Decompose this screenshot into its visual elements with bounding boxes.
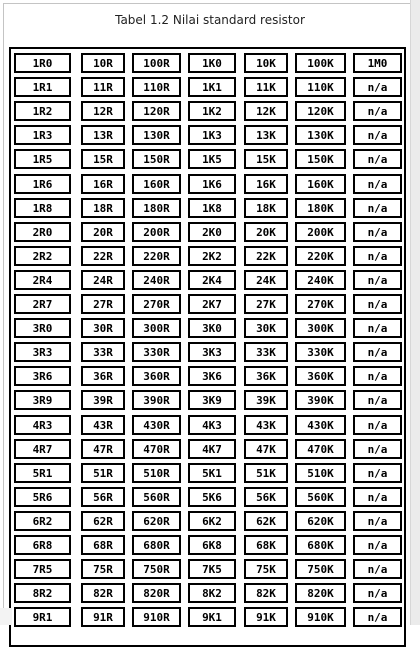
table-cell: 200K [295, 222, 346, 242]
table-cell: 33R [81, 342, 125, 362]
table-cell: 18K [244, 198, 288, 218]
table-cell: 16R [81, 174, 125, 194]
table-cell: 18R [81, 198, 125, 218]
table-cell: n/a [353, 125, 402, 145]
table-cell: 4K3 [188, 415, 236, 435]
table-cell: 1K3 [188, 125, 236, 145]
table-cell: 1R3 [14, 125, 71, 145]
table-cell: 11R [81, 77, 125, 97]
table-cell: 47R [81, 439, 125, 459]
table-cell: 1K5 [188, 149, 236, 169]
table-cell: 270K [295, 294, 346, 314]
table-cell: 7K5 [188, 559, 236, 579]
table-cell: 3K3 [188, 342, 236, 362]
table-cell: n/a [353, 607, 402, 627]
table-cell: n/a [353, 390, 402, 410]
table-cell: 220R [132, 246, 181, 266]
table-cell: n/a [353, 559, 402, 579]
table-cell: n/a [353, 198, 402, 218]
table-cell: n/a [353, 149, 402, 169]
table-cell: 100R [132, 53, 181, 73]
table-cell: 5K6 [188, 487, 236, 507]
table-cell: n/a [353, 101, 402, 121]
table-cell: 6K2 [188, 511, 236, 531]
table-cell: 750K [295, 559, 346, 579]
table-cell: 33K [244, 342, 288, 362]
table-cell: 160R [132, 174, 181, 194]
table-cell: 1K8 [188, 198, 236, 218]
table-cell: 20K [244, 222, 288, 242]
table-cell: n/a [353, 246, 402, 266]
table-cell: n/a [353, 174, 402, 194]
table-cell: 160K [295, 174, 346, 194]
table-cell: 8R2 [14, 583, 71, 603]
table-cell: 510K [295, 463, 346, 483]
table-cell: 47K [244, 439, 288, 459]
table-cell: 15K [244, 149, 288, 169]
table-cell: 120R [132, 101, 181, 121]
table-cell: 1R6 [14, 174, 71, 194]
table-cell: 750R [132, 559, 181, 579]
table-cell: n/a [353, 342, 402, 362]
resistor-table [9, 47, 406, 647]
table-cell: 4R7 [14, 439, 71, 459]
table-cell: 3K6 [188, 366, 236, 386]
table-cell: 100K [295, 53, 346, 73]
table-cell: 51K [244, 463, 288, 483]
table-cell: 150R [132, 149, 181, 169]
table-cell: 91K [244, 607, 288, 627]
table-cell: 24R [81, 270, 125, 290]
table-cell: 5R6 [14, 487, 71, 507]
table-cell: 1K0 [188, 53, 236, 73]
table-cell: 56R [81, 487, 125, 507]
table-cell: 82K [244, 583, 288, 603]
table-cell: 430K [295, 415, 346, 435]
table-cell: 820K [295, 583, 346, 603]
table-cell: 680R [132, 535, 181, 555]
table-cell: 91R [81, 607, 125, 627]
table-cell: 10R [81, 53, 125, 73]
table-title: Tabel 1.2 Nilai standard resistor [115, 13, 305, 27]
table-cell: n/a [353, 222, 402, 242]
table-cell: 1K2 [188, 101, 236, 121]
table-cell: 3K9 [188, 390, 236, 410]
table-cell: 9K1 [188, 607, 236, 627]
table-cell: 4K7 [188, 439, 236, 459]
table-cell: 3R3 [14, 342, 71, 362]
table-cell: 5K1 [188, 463, 236, 483]
table-cell: 27R [81, 294, 125, 314]
table-cell: 360K [295, 366, 346, 386]
table-cell: 560R [132, 487, 181, 507]
table-cell: 2R2 [14, 246, 71, 266]
table-cell: 22R [81, 246, 125, 266]
table-cell: 56K [244, 487, 288, 507]
table-cell: 330R [132, 342, 181, 362]
table-cell: 2R7 [14, 294, 71, 314]
table-cell: 430R [132, 415, 181, 435]
table-cell: 2R4 [14, 270, 71, 290]
table-cell: 39K [244, 390, 288, 410]
table-cell: 30R [81, 318, 125, 338]
table-cell: 470K [295, 439, 346, 459]
table-cell: 4R3 [14, 415, 71, 435]
table-cell: 9R1 [14, 607, 71, 627]
table-cell: n/a [353, 487, 402, 507]
table-cell: 12K [244, 101, 288, 121]
table-cell: 30K [244, 318, 288, 338]
table-cell: 1R1 [14, 77, 71, 97]
table-cell: 36R [81, 366, 125, 386]
table-cell: 330K [295, 342, 346, 362]
table-cell: 5R1 [14, 463, 71, 483]
table-cell: 220K [295, 246, 346, 266]
table-cell: n/a [353, 463, 402, 483]
table-cell: 75R [81, 559, 125, 579]
table-cell: 68R [81, 535, 125, 555]
table-cell: 130K [295, 125, 346, 145]
table-cell: 6R2 [14, 511, 71, 531]
table-cell: 24K [244, 270, 288, 290]
table-cell: n/a [353, 318, 402, 338]
table-cell: 2R0 [14, 222, 71, 242]
table-cell: 300K [295, 318, 346, 338]
table-cell: n/a [353, 439, 402, 459]
table-cell: 43K [244, 415, 288, 435]
table-cell: 16K [244, 174, 288, 194]
table-cell: 910K [295, 607, 346, 627]
table-cell: 6R8 [14, 535, 71, 555]
table-cell: 620R [132, 511, 181, 531]
table-cell: 2K2 [188, 246, 236, 266]
table-cell: 1R5 [14, 149, 71, 169]
table-cell: n/a [353, 583, 402, 603]
table-cell: 20R [81, 222, 125, 242]
table-cell: 300R [132, 318, 181, 338]
table-cell: 75K [244, 559, 288, 579]
table-cell: 1M0 [353, 53, 402, 73]
table-cell: 1R8 [14, 198, 71, 218]
table-cell: n/a [353, 270, 402, 290]
table-cell: 2K0 [188, 222, 236, 242]
table-cell: 2K7 [188, 294, 236, 314]
table-cell: 820R [132, 583, 181, 603]
table-cell: 470R [132, 439, 181, 459]
table-cell: 43R [81, 415, 125, 435]
table-cell: 620K [295, 511, 346, 531]
table-cell: 1K1 [188, 77, 236, 97]
table-cell: 560K [295, 487, 346, 507]
vertical-scrollbar[interactable] [410, 0, 420, 625]
table-cell: 3K0 [188, 318, 236, 338]
table-cell: 51R [81, 463, 125, 483]
table-cell: 22K [244, 246, 288, 266]
table-cell: 12R [81, 101, 125, 121]
table-cell: 180K [295, 198, 346, 218]
table-cell: 270R [132, 294, 181, 314]
table-cell: 1K6 [188, 174, 236, 194]
table-cell: 8K2 [188, 583, 236, 603]
table-cell: 10K [244, 53, 288, 73]
table-cell: 68K [244, 535, 288, 555]
table-cell: n/a [353, 77, 402, 97]
table-cell: 11K [244, 77, 288, 97]
table-cell: 3R6 [14, 366, 71, 386]
table-cell: 62R [81, 511, 125, 531]
table-cell: 200R [132, 222, 181, 242]
table-cell: 2K4 [188, 270, 236, 290]
table-cell: 510R [132, 463, 181, 483]
table-cell: 120K [295, 101, 346, 121]
table-cell: 390R [132, 390, 181, 410]
table-cell: 110R [132, 77, 181, 97]
table-cell: 1R2 [14, 101, 71, 121]
table-cell: 240R [132, 270, 181, 290]
table-cell: 3R0 [14, 318, 71, 338]
table-cell: 82R [81, 583, 125, 603]
table-cell: n/a [353, 511, 402, 531]
table-cell: n/a [353, 366, 402, 386]
table-cell: 180R [132, 198, 181, 218]
table-cell: 130R [132, 125, 181, 145]
table-cell: 360R [132, 366, 181, 386]
table-cell: 110K [295, 77, 346, 97]
table-cell: 27K [244, 294, 288, 314]
table-cell: 1R0 [14, 53, 71, 73]
table-cell: 6K8 [188, 535, 236, 555]
table-cell: 680K [295, 535, 346, 555]
table-cell: 7R5 [14, 559, 71, 579]
table-cell: 15R [81, 149, 125, 169]
page-corner [0, 608, 12, 625]
table-cell: 13K [244, 125, 288, 145]
table-cell: 36K [244, 366, 288, 386]
table-cell: 150K [295, 149, 346, 169]
table-cell: 240K [295, 270, 346, 290]
table-cell: 910R [132, 607, 181, 627]
table-cell: n/a [353, 535, 402, 555]
table-cell: n/a [353, 294, 402, 314]
table-cell: 62K [244, 511, 288, 531]
table-cell: 13R [81, 125, 125, 145]
table-cell: 3R9 [14, 390, 71, 410]
table-cell: 39R [81, 390, 125, 410]
table-cell: 390K [295, 390, 346, 410]
table-cell: n/a [353, 415, 402, 435]
